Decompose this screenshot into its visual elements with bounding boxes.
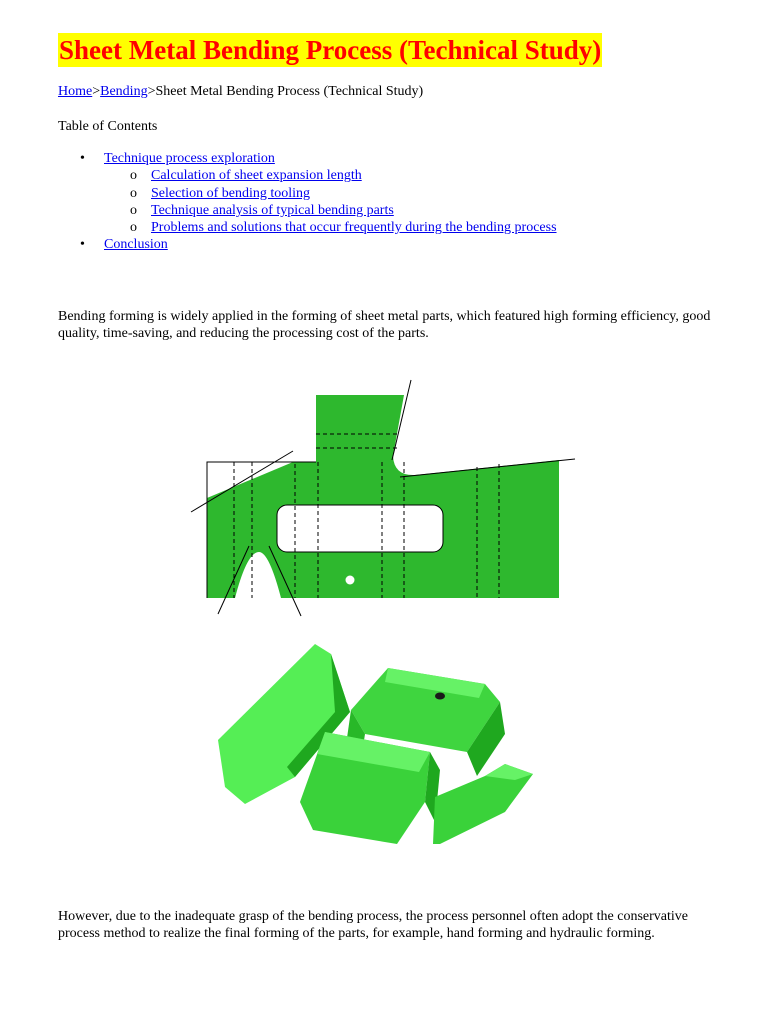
toc-link-conclusion[interactable]: Conclusion — [104, 237, 168, 253]
hole — [346, 576, 355, 585]
bullet-icon: • — [80, 237, 85, 253]
part-hole — [435, 693, 445, 700]
formed-part-3d — [218, 644, 533, 844]
bending-part-figure — [185, 372, 585, 852]
toc-subitem — [58, 219, 557, 236]
toc-link-typical-bending-parts[interactable]: Technique analysis of typical bending parts — [151, 202, 394, 218]
breadcrumb-current: Sheet Metal Bending Process (Technical Study) — [155, 84, 424, 99]
intro-paragraph: Bending forming is widely applied in the forming of sheet metal parts, which featured high forming efficiency, good quality, time-saving, and reducing the processing cost of the parts. — [58, 309, 711, 341]
breadcrumb-home-link[interactable]: Home — [58, 84, 93, 99]
toc-link-technique-process-exploration[interactable]: Technique process exploration — [104, 151, 275, 166]
toc-item — [58, 236, 557, 253]
toc-item — [58, 150, 557, 167]
flat-blank-diagram — [191, 380, 575, 616]
toc-subitem — [58, 167, 557, 184]
breadcrumb — [58, 83, 423, 100]
rect-cutout — [277, 505, 443, 552]
sub-bullet-icon: o — [130, 202, 137, 218]
sub-bullet-icon: o — [130, 168, 137, 184]
toc-subitem — [58, 185, 557, 202]
table-of-contents — [58, 150, 557, 254]
sub-bullet-icon: o — [130, 220, 137, 236]
sub-bullet-icon: o — [130, 185, 137, 201]
breadcrumb-separator: > — [147, 84, 156, 99]
page-title: Sheet Metal Bending Process (Technical Study) — [59, 35, 602, 65]
closing-paragraph: However, due to the inadequate grasp of the bending process, the process personnel often adopt the conservative process method to realize the final forming of the parts, for example, hand forming and hydraulic forming. — [58, 909, 689, 941]
toc-link-bending-tooling[interactable]: Selection of bending tooling — [151, 185, 311, 201]
bullet-icon: • — [80, 151, 85, 166]
breadcrumb-separator: > — [92, 84, 101, 99]
toc-heading: Table of Contents — [58, 119, 158, 134]
toc-subitem — [58, 202, 557, 219]
toc-link-problems-and-solutions[interactable]: Problems and solutions that occur frequently during the bending process — [151, 220, 557, 236]
toc-link-sheet-expansion-length[interactable]: Calculation of sheet expansion length — [151, 168, 362, 184]
breadcrumb-bending-link[interactable]: Bending — [100, 84, 148, 99]
